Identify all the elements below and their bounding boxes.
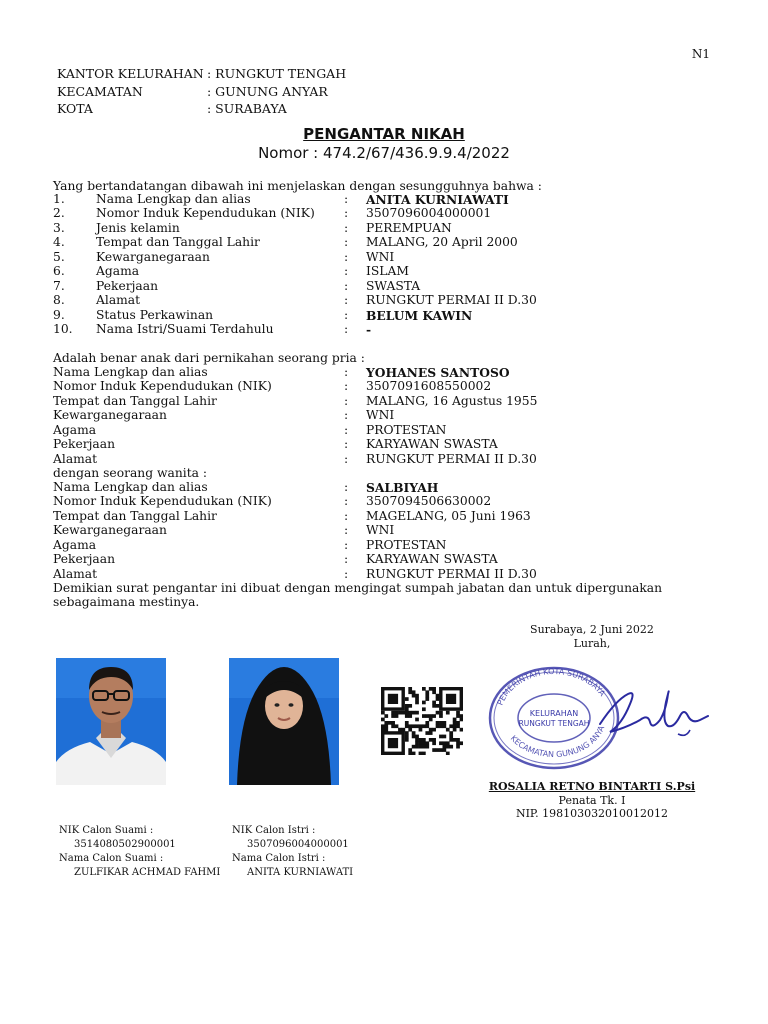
row-colon: : bbox=[344, 235, 349, 250]
row-value: RUNGKUT PERMAI II D.30 bbox=[366, 293, 537, 308]
row-label: Alamat bbox=[96, 293, 141, 308]
bride-name-label: Nama Calon Istri : bbox=[232, 853, 326, 864]
row-colon: : bbox=[344, 552, 349, 567]
row-label: Jenis kelamin bbox=[96, 220, 180, 235]
row-label: Pekerjaan bbox=[96, 278, 159, 293]
row-value: PROTESTAN bbox=[366, 422, 447, 437]
row-label: Nomor Induk Kependudukan (NIK) bbox=[53, 494, 272, 509]
qr-code bbox=[381, 687, 463, 759]
row-value: PEREMPUAN bbox=[366, 220, 452, 235]
row-label: Tempat dan Tanggal Lahir bbox=[96, 235, 260, 250]
row-colon: : bbox=[344, 494, 349, 509]
row-value: WNI bbox=[366, 408, 395, 423]
row-number: 3. bbox=[53, 220, 65, 235]
header-value: : RUNGKUT TENGAH bbox=[207, 66, 347, 81]
header-value: : GUNUNG ANYAR bbox=[207, 84, 328, 99]
row-label: Tempat dan Tanggal Lahir bbox=[53, 508, 217, 523]
row-label: Nama Lengkap dan alias bbox=[53, 480, 208, 494]
bride-photo bbox=[229, 658, 339, 785]
row-number: 7. bbox=[53, 278, 65, 293]
intro-text: Yang bertandatangan dibawah ini menjelaskan dengan sesungguhnya bahwa : bbox=[53, 179, 542, 193]
row-colon: : bbox=[344, 264, 349, 279]
row-value: WNI bbox=[366, 249, 395, 264]
header-key: KANTOR KELURAHAN bbox=[57, 66, 204, 81]
row-value: 3507096004000001 bbox=[366, 206, 492, 221]
groom-name: ZULFIKAR ACHMAD FAHMI bbox=[74, 867, 221, 878]
row-colon: : bbox=[344, 566, 349, 581]
document-number: Nomor : 474.2/67/436.9.9.4/2022 bbox=[258, 144, 510, 162]
row-colon: : bbox=[344, 379, 349, 394]
row-colon: : bbox=[344, 307, 349, 322]
document-code: N1 bbox=[691, 47, 710, 61]
father-intro: Adalah benar anak dari pernikahan seorang pria : bbox=[53, 351, 365, 365]
row-label: Alamat bbox=[53, 566, 98, 581]
row-colon: : bbox=[344, 192, 349, 206]
row-label: Kewarganegaraan bbox=[53, 408, 167, 423]
row-label: Pekerjaan bbox=[53, 552, 116, 567]
row-value: ANITA KURNIAWATI bbox=[366, 192, 509, 207]
row-colon: : bbox=[344, 480, 349, 494]
row-value: 3507094506630002 bbox=[366, 494, 492, 509]
row-value: RUNGKUT PERMAI II D.30 bbox=[366, 451, 537, 466]
row-value: BELUM KAWIN bbox=[366, 307, 473, 323]
row-colon: : bbox=[344, 249, 349, 264]
row-number: 5. bbox=[53, 249, 65, 264]
row-colon: : bbox=[344, 451, 349, 466]
row-colon: : bbox=[344, 293, 349, 308]
row-label: Alamat bbox=[53, 451, 98, 466]
row-label: Kewarganegaraan bbox=[53, 523, 167, 538]
row-label: Agama bbox=[53, 537, 97, 552]
row-value: YOHANES SANTOSO bbox=[366, 365, 510, 380]
header-line-kelurahan bbox=[57, 66, 346, 81]
svg-text:PEMERINTAH KOTA SURABAYA bbox=[496, 667, 608, 707]
row-colon: : bbox=[344, 365, 349, 379]
row-label: Nomor Induk Kependudukan (NIK) bbox=[96, 206, 315, 221]
row-value: 3507091608550002 bbox=[366, 379, 492, 394]
bride-nik: 3507096004000001 bbox=[247, 839, 349, 850]
row-colon: : bbox=[344, 278, 349, 293]
row-label: Agama bbox=[53, 422, 97, 437]
stamp-bottom-text: KECAMATAN GUNUNG ANYA bbox=[508, 724, 607, 760]
groom-photo bbox=[56, 658, 166, 785]
row-label: Tempat dan Tanggal Lahir bbox=[53, 393, 217, 408]
row-colon: : bbox=[344, 206, 349, 221]
groom-name-label: Nama Calon Suami : bbox=[59, 853, 164, 864]
mother-intro: dengan seorang wanita : bbox=[53, 466, 208, 480]
row-label: Nomor Induk Kependudukan (NIK) bbox=[53, 379, 272, 394]
row-colon: : bbox=[344, 437, 349, 452]
groom-nik: 3514080502900001 bbox=[74, 839, 176, 850]
row-colon: : bbox=[344, 537, 349, 552]
row-number: 9. bbox=[53, 307, 65, 322]
official-name: ROSALIA RETNO BINTARTI S.Psi bbox=[488, 780, 696, 793]
closing-line-1: Demikian surat pengantar ini dibuat dengan mengingat sumpah jabatan dan untuk dipergunakan bbox=[53, 581, 663, 595]
row-label: Nama Lengkap dan alias bbox=[53, 365, 208, 379]
row-label: Kewarganegaraan bbox=[96, 249, 210, 264]
row-value: MALANG, 16 Agustus 1955 bbox=[366, 393, 538, 408]
official-rank: Penata Tk. I bbox=[558, 794, 626, 807]
row-value: KARYAWAN SWASTA bbox=[366, 552, 498, 567]
bride-nik-label: NIK Calon Istri : bbox=[232, 825, 316, 836]
row-value: PROTESTAN bbox=[366, 537, 447, 552]
row-number: 6. bbox=[53, 264, 65, 279]
row-value: WNI bbox=[366, 523, 395, 538]
row-label: Nama Istri/Suami Terdahulu bbox=[96, 322, 274, 337]
row-value: MAGELANG, 05 Juni 1963 bbox=[366, 508, 531, 523]
row-label: Status Perkawinan bbox=[96, 307, 214, 322]
row-colon: : bbox=[344, 220, 349, 235]
bride-name: ANITA KURNIAWATI bbox=[247, 867, 354, 878]
row-colon: : bbox=[344, 393, 349, 408]
row-colon: : bbox=[344, 408, 349, 423]
header-key: KOTA bbox=[57, 101, 93, 116]
row-number: 1. bbox=[53, 192, 65, 206]
row-number: 10. bbox=[53, 322, 73, 337]
stamp-top-text: PEMERINTAH KOTA SURABAYA bbox=[495, 666, 607, 707]
row-colon: : bbox=[344, 508, 349, 523]
header-line-kota bbox=[57, 101, 287, 116]
signature bbox=[596, 682, 712, 748]
place-date: Surabaya, 2 Juni 2022 bbox=[530, 623, 654, 636]
row-label: Pekerjaan bbox=[53, 437, 116, 452]
header-line-kecamatan bbox=[57, 84, 328, 99]
row-colon: : bbox=[344, 422, 349, 437]
row-value: - bbox=[366, 322, 372, 338]
row-number: 2. bbox=[53, 206, 65, 221]
groom-nik-label: NIK Calon Suami : bbox=[59, 825, 154, 836]
row-number: 4. bbox=[53, 235, 65, 250]
row-value: SWASTA bbox=[366, 278, 421, 293]
stamp-center-line-1: KELURAHAN bbox=[529, 709, 579, 718]
closing-line-2: sebagaimana mestinya. bbox=[53, 595, 200, 609]
document-title: PENGANTAR NIKAH bbox=[303, 125, 465, 143]
official-nip: NIP. 198103032010012012 bbox=[515, 807, 669, 820]
row-value: SALBIYAH bbox=[366, 480, 439, 495]
official-position: Lurah, bbox=[573, 637, 611, 650]
stamp-center-line-2: RUNGKUT TENGAH bbox=[518, 719, 590, 728]
row-value: MALANG, 20 April 2000 bbox=[366, 235, 518, 250]
row-value: RUNGKUT PERMAI II D.30 bbox=[366, 566, 537, 581]
header-value: : SURABAYA bbox=[207, 101, 287, 116]
row-label: Agama bbox=[96, 264, 140, 279]
row-colon: : bbox=[344, 523, 349, 538]
row-label: Nama Lengkap dan alias bbox=[96, 192, 251, 206]
row-value: KARYAWAN SWASTA bbox=[366, 437, 498, 452]
row-value: ISLAM bbox=[366, 264, 409, 279]
row-number: 8. bbox=[53, 293, 65, 308]
header-key: KECAMATAN bbox=[57, 84, 143, 99]
row-colon: : bbox=[344, 322, 349, 337]
